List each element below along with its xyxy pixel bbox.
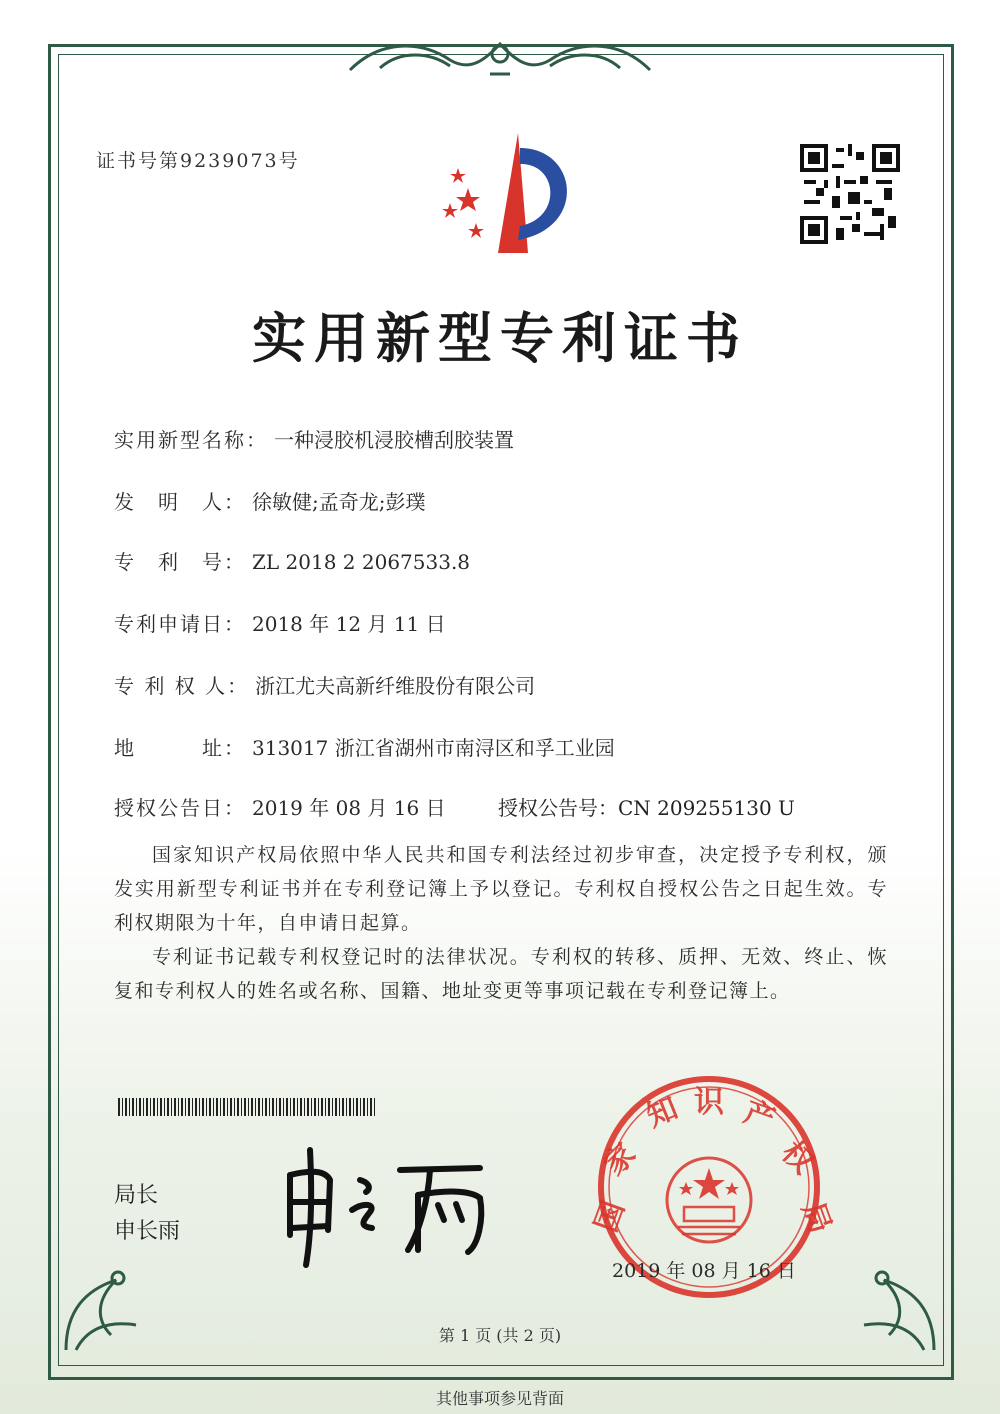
certificate-number: 证书号第9239073号 bbox=[96, 150, 300, 172]
certificate-body bbox=[114, 838, 888, 1008]
svg-text:家: 家 bbox=[596, 1136, 643, 1183]
field-label: 授权公告日： bbox=[114, 796, 246, 820]
field-value: CN 209255130 U bbox=[618, 796, 795, 820]
svg-text:产: 产 bbox=[739, 1094, 780, 1138]
svg-text:国: 国 bbox=[588, 1196, 632, 1237]
field-value: 徐敏健;孟奇龙;彭璞 bbox=[252, 490, 426, 514]
field-value: 2019 年 08 月 16 日 bbox=[252, 796, 446, 820]
svg-text:知: 知 bbox=[641, 1090, 683, 1135]
field-inventor bbox=[114, 486, 425, 515]
cnipa-logo-icon bbox=[428, 128, 588, 258]
field-value: 2018 年 12 月 11 日 bbox=[252, 612, 446, 636]
svg-text:局: 局 bbox=[794, 1197, 838, 1238]
field-label: 发 明 人： bbox=[114, 490, 246, 514]
body-paragraph: 专利证书记载专利权登记时的法律状况。专利权的转移、质押、无效、终止、恢复和专利权人的姓名或名称、国籍、地址变更等事项记载在专利登记簿上。 bbox=[114, 946, 888, 1002]
director-name: 申长雨 bbox=[114, 1219, 181, 1244]
body-paragraph: 国家知识产权局依照中华人民共和国专利法经过初步审查，决定授予专利权，颁发实用新型专利证书并在专利登记簿上予以登记。专利权自授权公告之日起生效。专利权期限为十年，自申请日起算。 bbox=[114, 844, 888, 934]
page-number: 第 1 页 (共 2 页) bbox=[438, 1326, 562, 1345]
field-value: 一种浸胶机浸胶槽刮胶装置 bbox=[274, 428, 514, 452]
field-label: 地 址： bbox=[114, 736, 246, 760]
svg-text:识: 识 bbox=[694, 1085, 724, 1120]
seal-date: 2019 年 08 月 16 日 bbox=[612, 1260, 796, 1282]
field-value: 浙江尤夫高新纤维股份有限公司 bbox=[255, 674, 536, 698]
field-value: ZL 2018 2 2067533.8 bbox=[252, 550, 471, 574]
qr-code-icon bbox=[800, 144, 900, 244]
field-patentee bbox=[114, 670, 535, 699]
handwritten-signature bbox=[280, 1140, 520, 1270]
director-title: 局长 bbox=[114, 1183, 159, 1208]
field-address bbox=[114, 732, 615, 761]
field-label: 授权公告号： bbox=[498, 796, 618, 820]
svg-text:权: 权 bbox=[774, 1134, 821, 1181]
field-label: 专 利 权 人： bbox=[114, 674, 250, 698]
field-grant-date bbox=[114, 792, 446, 821]
field-grant-number bbox=[498, 792, 795, 821]
barcode bbox=[118, 1098, 376, 1116]
field-label: 专 利 号： bbox=[114, 550, 246, 574]
field-value: 313017 浙江省湖州市南浔区和孚工业园 bbox=[252, 736, 615, 760]
field-utility-model-name bbox=[114, 424, 514, 453]
field-patent-number bbox=[114, 546, 470, 575]
field-label: 实用新型名称： bbox=[114, 428, 268, 452]
top-ornament-icon bbox=[340, 30, 660, 80]
footer-note: 其他事项参见背面 bbox=[435, 1389, 564, 1408]
certificate-title: 实用新型专利证书 bbox=[252, 307, 748, 370]
field-filing-date bbox=[114, 608, 446, 637]
seal-text: 国家知识产权局 bbox=[594, 1072, 601, 1073]
field-label: 专利申请日： bbox=[114, 612, 246, 636]
